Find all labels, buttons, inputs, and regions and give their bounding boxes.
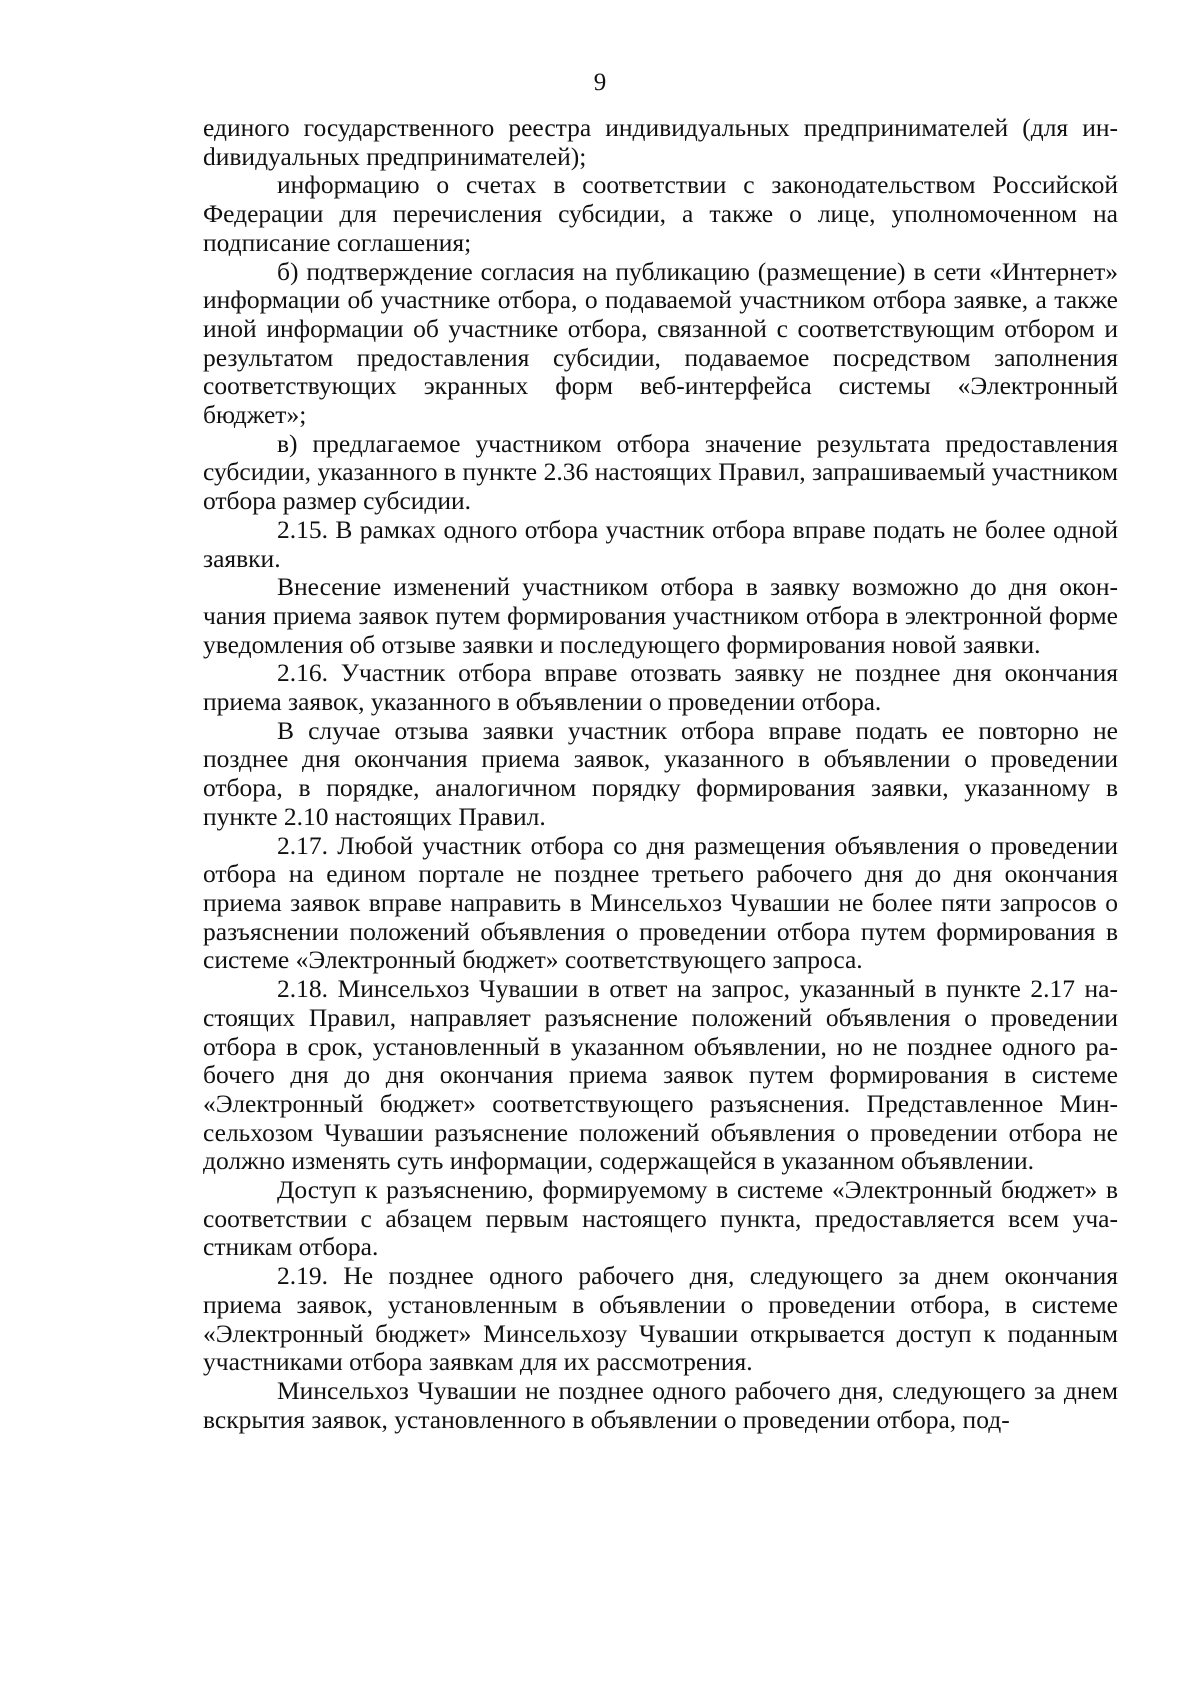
paragraph-changes: Внесение изменений участником отбора в заявку возможно до дня окончания приема заявок путем формирования участником отбора в электронной форме уведомления об отзыве заявки и последующего формирования новой заявки. [203, 572, 1118, 659]
paragraph-item-b: б) подтверждение согласия на публикацию (размещение) в сети «Интернет» информации об участнике отбора, о подаваемой участником отбора заявке, а также иной информации об участнике отбора, связанной с соответствующим отбором и результатом предоставления субсидии, подаваемое посредством заполнения соответствующих экранных форм веб-интерфейса системы «Электронный бюджет»; [203, 256, 1118, 430]
paragraph-2-15: 2.15. В рамках одного отбора участник отбора вправе подать не более одной заявки. [203, 514, 1118, 573]
page-number: 9 [593, 69, 607, 96]
document-body [203, 114, 1118, 1434]
paragraph-continuation: единого государственного реестра индивидуальных предпринимателей (для инdивидуальных предпринимателей); [203, 113, 1118, 171]
paragraph-2-17: 2.17. Любой участник отбора со дня размещения объявления о проведении отбора на едином портале не позднее третьего рабочего дня до дня окончания приема заявок вправе направить в Минсельхоз Чувашии не более пяти запросов о разъяснении положений объявления о проведении отбора путем формирования в системе «Электронный бюджет» соответствующего запроса. [203, 830, 1118, 975]
paragraph-final: Минсельхоз Чувашии не позднее одного рабочего дня, следующего за днем вскрытия заявок, установленного в объявлении о проведении отбора, под- [203, 1375, 1118, 1434]
paragraph-2-16: 2.16. Участник отбора вправе отозвать заявку не позднее дня окончания приема заявок, указанного в объявлении о проведении отбора. [203, 658, 1118, 717]
paragraph-2-18: 2.18. Минсельхоз Чувашии в ответ на запрос, указанный в пункте 2.17 настоящих Правил, направляет разъяснение положений объявления о проведении отбора в срок, установленный в указанном объявлении, но не позднее одного рабочего дня до дня окончания приема заявок путем формирования в системе «Электронный бюджет» соответствующего разъяснения. Представленное Минсельхозом Чувашии разъяснение положений объявления о проведении отбора не должно изменять суть информации, содержащейся в указанном объявлении. [203, 974, 1118, 1176]
paragraph-2-19: 2.19. Не позднее одного рабочего дня, следующего за днем окончания приема заявок, установленным в объявлении о проведении отбора, в системе «Электронный бюджет» Минсельхозу Чувашии открывается доступ к поданным участниками отбора заявкам для их рассмотрения. [203, 1261, 1118, 1377]
paragraph-access: Доступ к разъяснению, формируемому в системе «Электронный бюджет» в соответствии с абзацем первым настоящего пункта, предоставляется всем участникам отбора. [203, 1175, 1118, 1262]
paragraph-account-info: информацию о счетах в соответствии с законодательством Российской Федерации для перечисления субсидии, а также о лице, уполномоченном на подписание соглашения; [203, 170, 1118, 257]
paragraph-item-v: в) предлагаемое участником отбора значение результата предоставления субсидии, указанного в пункте 2.36 настоящих Правил, запрашиваемый участником отбора размер субсидии. [203, 428, 1118, 516]
paragraph-withdrawal: В случае отзыва заявки участник отбора вправе подать ее повторно не позднее дня окончания приема заявок, указанного в объявлении о проведении отбора, в порядке, аналогичном порядку формирования заявки, указанному в пункте 2.10 настоящих Правил. [203, 715, 1118, 831]
